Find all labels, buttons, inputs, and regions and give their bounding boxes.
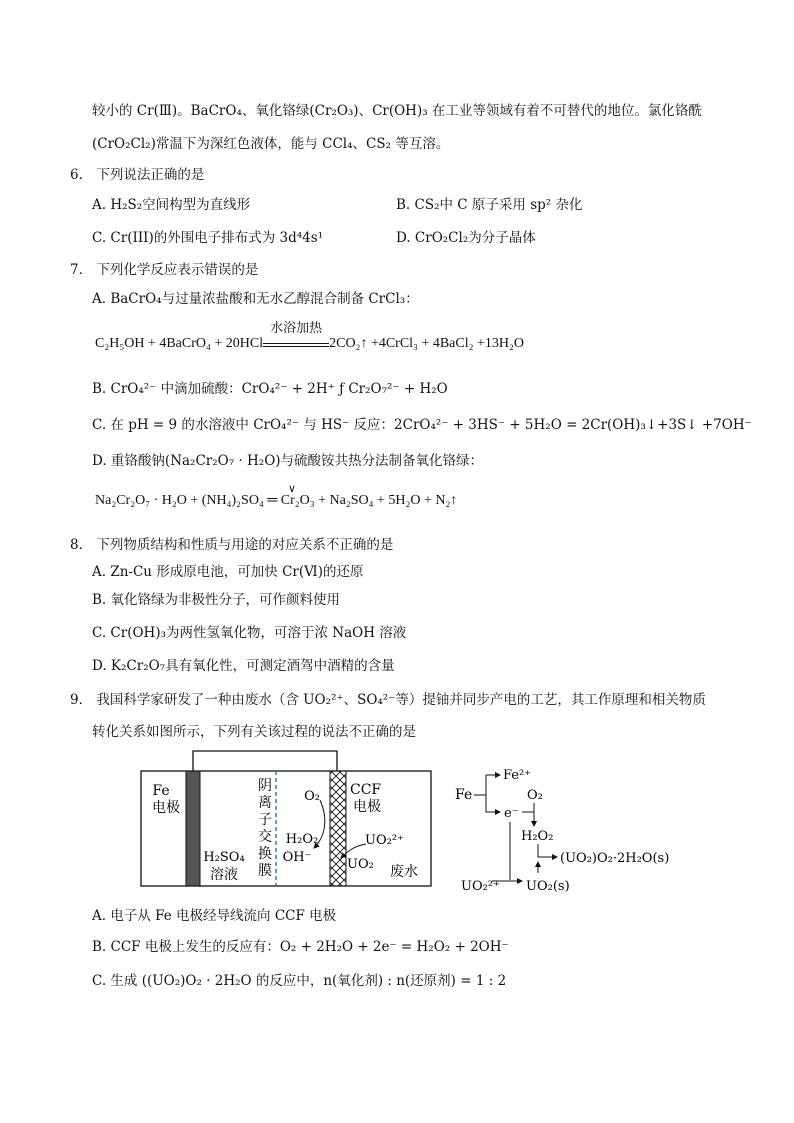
q9-stem-line-2: 转化关系如图所示，下列有关该过程的说法不正确的是	[92, 724, 416, 740]
q8-stem: 8． 下列物质结构和性质与用途的对应关系不正确的是	[70, 537, 394, 553]
flow-product: (UO₂)O₂·2H₂O(s)	[560, 851, 670, 866]
q6-option-a[interactable]: A. H₂S₂空间构型为直线形	[92, 197, 251, 213]
q7-d-eq-condition: ∨	[288, 482, 297, 495]
h2so4-label: H₂SO₄	[203, 850, 245, 865]
membrane-char: 阴	[258, 778, 272, 794]
cell-container	[141, 771, 431, 886]
flow-diagram	[452, 762, 682, 897]
q6-option-c[interactable]: C. Cr(III)的外围电子排布式为 3d⁴4s¹	[92, 230, 324, 246]
uo2-2plus-label: UO₂²⁺	[365, 833, 404, 848]
h2o2-label: H₂O₂	[285, 832, 319, 847]
membrane-label	[258, 778, 272, 879]
flow-o2: O₂	[527, 788, 543, 803]
o2-label: O₂	[304, 789, 320, 804]
membrane-char: 膜	[258, 863, 272, 879]
q6-option-b[interactable]: B. CS₂中 C 原子采用 sp² 杂化	[396, 197, 583, 213]
q8-option-b[interactable]: B. 氧化铬绿为非极性分子，可作颜料使用	[92, 592, 341, 608]
q7-option-c[interactable]: C. 在 pH = 9 的水溶液中 CrO₄²⁻ 与 HS⁻ 反应：2CrO₄²⁻ + 3HS⁻ + 5H₂O = 2Cr(OH)₃↓+3S↓ +7OH⁻	[92, 417, 752, 433]
flow-fe2plus: Fe²⁺	[503, 768, 532, 783]
q9-option-a[interactable]: A. 电子从 Fe 电极经导线流向 CCF 电极	[92, 908, 337, 924]
ccf-electrode	[330, 771, 346, 886]
q7-a-equation	[95, 320, 524, 354]
q7-stem: 7． 下列化学反应表示错误的是	[70, 262, 259, 278]
q7-option-a[interactable]: A. BaCrO₄与过量浓盐酸和无水乙醇混合制备 CrCl₃：	[92, 291, 419, 307]
flow-fe: Fe	[455, 787, 473, 803]
waste-label: 废水	[390, 864, 418, 880]
q7-a-eq-left: C₂H₅OH + 4BaCrO₄ + 20HCl	[95, 336, 264, 351]
q7-option-d[interactable]: D. 重铬酸钠(Na₂Cr₂O₇ · H₂O)与硫酸铵共热分法制备氧化铬绿：	[92, 453, 484, 469]
q6-stem: 6． 下列说法正确的是	[70, 167, 205, 183]
flow-e: e⁻	[504, 806, 519, 821]
q7-a-eq-sign	[263, 320, 329, 347]
uo2-label: UO₂	[347, 857, 374, 872]
q9-stem-line-1: 9． 我国科学家研发了一种由废水（含 UO₂²⁺、SO₄²⁻等）提铀并同步产电的工艺，其工作原理和相关物质	[70, 692, 706, 708]
q9-option-c[interactable]: C. 生成 ((UO₂)O₂ · 2H₂O 的反应中，n(氧化剂) : n(还原剂) = 1 : 2	[92, 973, 507, 989]
ccf-electrode-label: 电极	[353, 799, 381, 815]
fe-electrode-label: 电极	[152, 800, 180, 816]
q7-a-eq-right: 2CO₂↑ +4CrCl₃ + 4BaCl₂ +13H₂O	[329, 336, 524, 351]
membrane-char: 子	[258, 812, 272, 828]
intro-line-1: 较小的 Cr(Ⅲ)。BaCrO₄、氧化铬绿(Cr₂O₃)、Cr(OH)₃ 在工业等领域有着不可替代的地位。氯化铬酰	[92, 103, 702, 119]
oh-label: OH⁻	[282, 850, 312, 865]
q6-option-d[interactable]: D. CrO₂Cl₂为分子晶体	[396, 230, 536, 246]
membrane-char: 交	[258, 829, 272, 845]
flow-h2o2: H₂O₂	[521, 829, 554, 844]
q8-option-d[interactable]: D. K₂Cr₂O₇具有氧化性，可测定酒驾中酒精的含量	[92, 658, 395, 674]
q7-d-equation: Na₂Cr₂O₇ · H₂O + (NH₄)₂SO₄ ═ Cr₂O₃ + Na₂SO₄ + 5H₂O + N₂↑	[95, 493, 458, 508]
q8-option-a[interactable]: A. Zn-Cu 形成原电池，可加快 Cr(Ⅵ)的还原	[92, 564, 364, 580]
fe-label: Fe	[152, 783, 170, 799]
ccf-label: CCF	[350, 782, 382, 798]
q8-option-c[interactable]: C. Cr(OH)₃为两性氢氧化物，可溶于浓 NaOH 溶液	[92, 625, 407, 641]
membrane-char: 离	[258, 795, 272, 811]
external-wire	[193, 751, 337, 771]
q7-a-eq-condition: 水浴加热	[270, 320, 323, 335]
fe-electrode	[186, 771, 200, 886]
intro-line-2: (CrO₂Cl₂)常温下为深红色液体，能与 CCl₄、CS₂ 等互溶。	[92, 136, 450, 152]
q9-option-b[interactable]: B. CCF 电极上发生的反应有：O₂ + 2H₂O + 2e⁻ = H₂O₂ + 2OH⁻	[92, 939, 509, 955]
q7-option-b[interactable]: B. CrO₄²⁻ 中滴加硫酸：CrO₄²⁻ + 2H⁺ ƒ Cr₂O₇²⁻ + H₂O	[92, 381, 448, 397]
flow-uo2-2plus: UO₂²⁺	[461, 879, 500, 894]
solution-label: 溶液	[210, 867, 238, 883]
cell-diagram	[140, 748, 440, 893]
membrane-char: 换	[258, 846, 272, 862]
flow-uo2s: UO₂(s)	[526, 879, 570, 894]
